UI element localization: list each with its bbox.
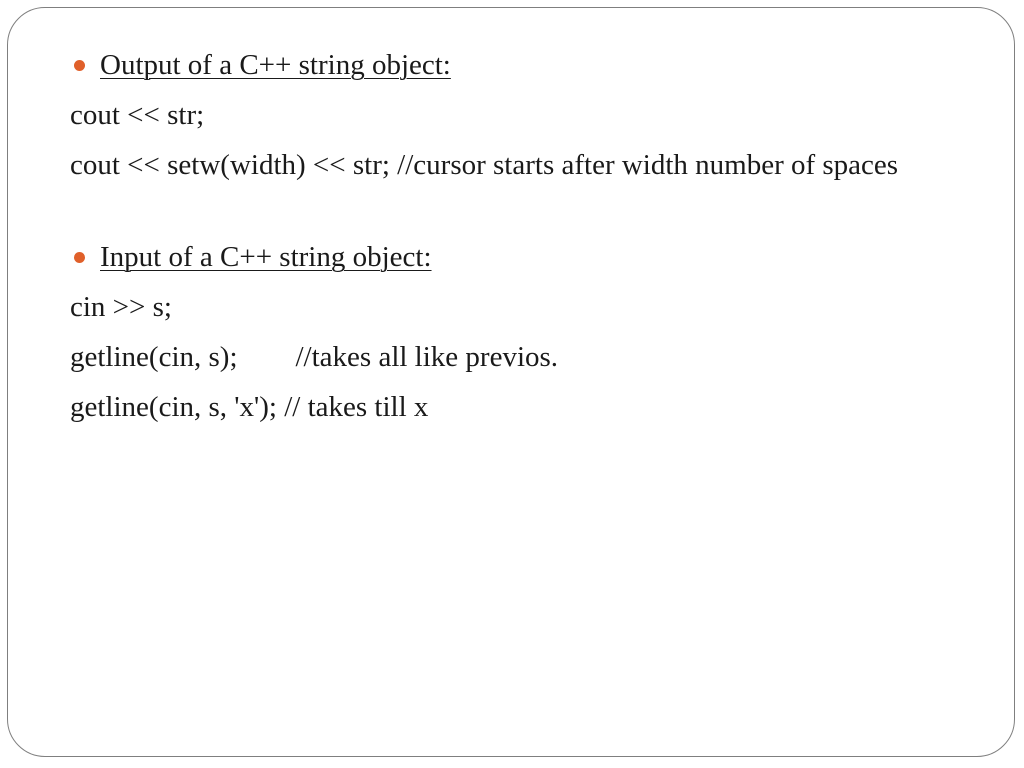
section-heading-input [70,240,970,275]
bullet-dot-icon [74,252,85,263]
slide-content [70,48,970,425]
slide-frame [7,7,1015,757]
heading-text: Input of a C++ string object: [100,241,432,274]
code-line: getline(cin, s, 'x'); // takes till x [70,390,429,423]
code-line: cout << str; [70,98,205,131]
code-line: cin >> s; [70,291,172,324]
heading-text: Output of a C++ string object: [100,49,451,81]
code-line: getline(cin, s); //takes all like previos. [70,340,559,373]
bullet-dot-icon [74,60,85,71]
section-heading-output [70,48,970,83]
code-line: cout << setw(width) << str; //cursor starts after width number of spaces [70,148,899,181]
